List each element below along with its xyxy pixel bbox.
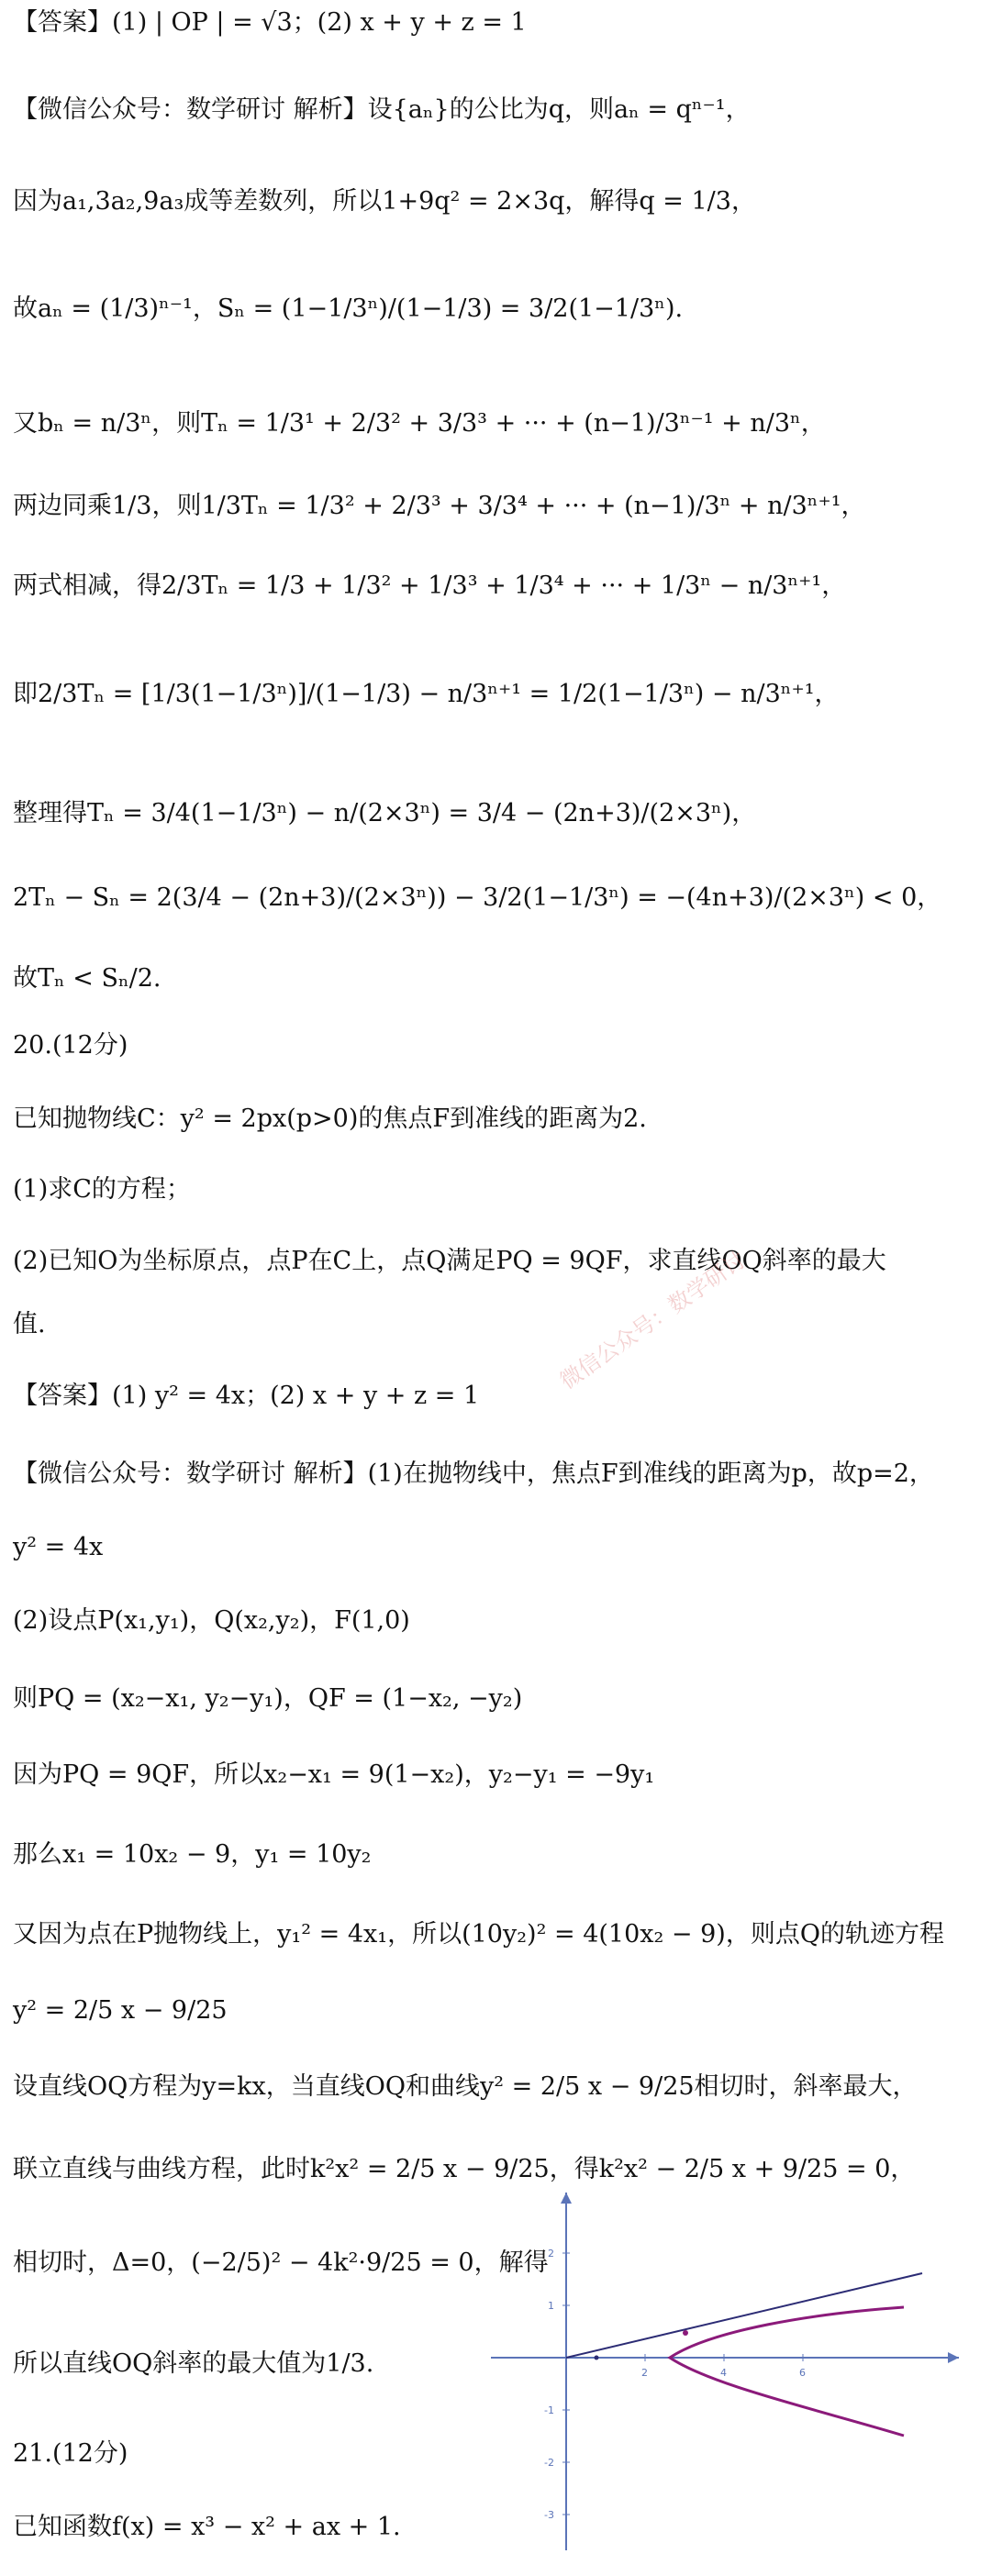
y-tick-label-2: 2	[548, 2248, 554, 2260]
question-21-stem: 已知函数f(x) = x³ − x² + ax + 1.	[13, 2513, 401, 2541]
analysis-line-4: 又bₙ = n/3ⁿ，则Tₙ = 1/3¹ + 2/3² + 3/3³ + ··· + (n−1)/3ⁿ⁻¹ + n/3ⁿ，	[13, 409, 826, 438]
analysis-line-16: 那么x₁ = 10x₂ − 9，y₁ = 10y₂	[13, 1840, 372, 1869]
y-tick-label-neg1: -1	[544, 2404, 554, 2416]
tangent-line	[566, 2273, 922, 2358]
analysis-line-14: 则PQ = (x₂−x₁, y₂−y₁)，QF = (1−x₂, −y₂)	[13, 1684, 523, 1713]
analysis-line-3: 故aₙ = (1/3)ⁿ⁻¹，Sₙ = (1−1/3ⁿ)/(1−1/3) = 3/2(1−1/3ⁿ).	[13, 294, 684, 323]
analysis-line-20: 联立直线与曲线方程，此时k²x² = 2/5 x − 9/25，得k²x² − 2/5 x + 9/25 = 0，	[13, 2155, 916, 2183]
analysis-line-5: 两边同乘1/3，则1/3Tₙ = 1/3² + 2/3³ + 3/3⁴ + ··· + (n−1)/3ⁿ + n/3ⁿ⁺¹，	[13, 492, 866, 520]
analysis-line-6: 两式相减，得2/3Tₙ = 1/3 + 1/3² + 1/3³ + 1/3⁴ + ··· + 1/3ⁿ − n/3ⁿ⁺¹，	[13, 572, 847, 600]
analysis-line-12: y² = 4x	[13, 1533, 104, 1561]
origin-marker	[595, 2356, 599, 2360]
analysis-line-8: 整理得Tₙ = 3/4(1−1/3ⁿ) − n/(2×3ⁿ) = 3/4 − (2n+3)/(2×3ⁿ)，	[13, 799, 757, 827]
analysis-line-2: 因为a₁,3a₂,9a₃成等差数列，所以1+9q² = 2×3q，解得q = 1/3，	[13, 187, 756, 216]
analysis-line-21: 相切时，Δ=0，(−2/5)² − 4k²·9/25 = 0，解得	[13, 2248, 549, 2277]
question-20-part-2-tail: 值.	[13, 1310, 46, 1338]
analysis-line-9: 2Tₙ − Sₙ = 2(3/4 − (2n+3)/(2×3ⁿ)) − 3/2(1−1/3ⁿ) = −(4n+3)/(2×3ⁿ) < 0，	[13, 883, 942, 912]
question-20-part-1: (1)求C的方程；	[13, 1175, 191, 1204]
question-number-21: 21.(12分)	[13, 2439, 128, 2468]
analysis-line-10: 故Tₙ < Sₙ/2.	[13, 964, 161, 993]
analysis-line-19: 设直线OQ方程为y=kx，当直线OQ和曲线y² = 2/5 x − 9/25相切时，斜率最大，	[13, 2072, 918, 2101]
parabola-curve	[670, 2307, 904, 2436]
analysis-line-11: 【微信公众号：数学研讨 解析】(1)在抛物线中，焦点F到准线的距离为p，故p=2，	[13, 1460, 934, 1488]
answer-line-1: 【答案】(1) | OP | = √3；(2) x + y + z = 1	[13, 8, 527, 37]
answer-line-2: 【答案】(1) y² = 4x；(2) x + y + z = 1	[13, 1382, 480, 1410]
x-tick-label-4: 4	[720, 2367, 727, 2379]
question-number-20: 20.(12分)	[13, 1031, 128, 1060]
x-tick-label-6: 6	[799, 2367, 806, 2379]
analysis-line-13: (2)设点P(x₁,y₁)，Q(x₂,y₂)，F(1,0)	[13, 1606, 410, 1635]
analysis-line-7: 即2/3Tₙ = [1/3(1−1/3ⁿ)]/(1−1/3) − n/3ⁿ⁺¹ = 1/2(1−1/3ⁿ) − n/3ⁿ⁺¹，	[13, 680, 840, 708]
point-q-marker	[683, 2330, 688, 2336]
x-tick-label-2: 2	[641, 2367, 648, 2379]
question-20-stem: 已知抛物线C：y² = 2px(p>0)的焦点F到准线的距离为2.	[13, 1105, 647, 1133]
y-tick-label-neg3: -3	[544, 2509, 554, 2521]
analysis-line-18: y² = 2/5 x − 9/25	[13, 1996, 228, 2025]
watermark-text: 微信公众号：数学研讨	[555, 1247, 751, 1394]
analysis-line-22: 所以直线OQ斜率的最大值为1/3.	[13, 2349, 374, 2378]
question-20-part-2: (2)已知O为坐标原点，点P在C上，点Q满足PQ = 9QF，求直线OQ斜率的最大	[13, 1247, 886, 1275]
tangent-graph	[482, 2174, 977, 2569]
analysis-line-17: 又因为点在P抛物线上，y₁² = 4x₁，所以(10y₂)² = 4(10x₂ − 9)，则点Q的轨迹方程	[13, 1920, 944, 1949]
analysis-line-1: 【微信公众号：数学研讨 解析】设{aₙ}的公比为q，则aₙ = qⁿ⁻¹，	[13, 95, 751, 124]
analysis-line-15: 因为PQ = 9QF，所以x₂−x₁ = 9(1−x₂)，y₂−y₁ = −9y₁	[13, 1760, 655, 1789]
y-tick-label-neg2: -2	[544, 2457, 554, 2469]
tangent-graph-svg	[482, 2174, 977, 2569]
y-tick-label-1: 1	[548, 2300, 554, 2312]
